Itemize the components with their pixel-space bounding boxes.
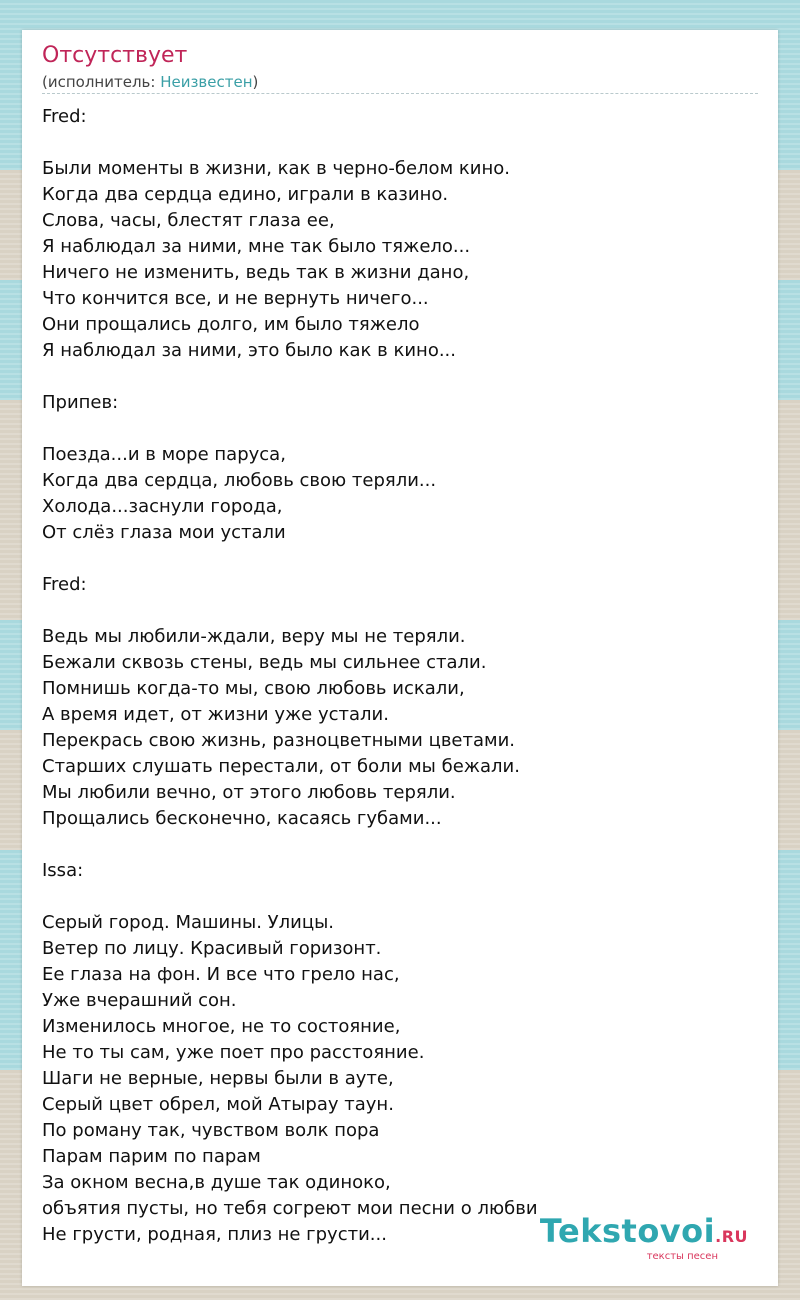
artist-line bbox=[42, 72, 258, 92]
lyric-line: Серый цвет обрел, мой Атырау таун. bbox=[42, 1094, 394, 1115]
logo-name: Tekstovoi bbox=[539, 1212, 716, 1250]
lyric-line: Fred: bbox=[42, 106, 87, 127]
title-divider bbox=[42, 93, 758, 94]
lyric-line: По роману так, чувством волк пора bbox=[42, 1120, 380, 1141]
lyric-line: За окном весна,в душе так одиноко, bbox=[42, 1172, 391, 1193]
lyric-line: Поезда...и в море паруса, bbox=[42, 444, 286, 465]
lyric-blank-line bbox=[42, 884, 758, 910]
lyric-line: Они прощались долго, им было тяжело bbox=[42, 314, 420, 335]
lyric-blank-line bbox=[42, 546, 758, 572]
lyric-line: Я наблюдал за ними, мне так было тяжело... bbox=[42, 236, 471, 257]
lyric-line: Уже вчерашний сон. bbox=[42, 990, 237, 1011]
lyric-line: Ее глаза на фон. И все что грело нас, bbox=[42, 964, 400, 985]
song-title: Отсутствует bbox=[42, 43, 188, 68]
lyric-line: Шаги не верные, нервы были в ауте, bbox=[42, 1068, 394, 1089]
lyric-line: Ничего не изменить, ведь так в жизни дано, bbox=[42, 262, 470, 283]
lyric-blank-line bbox=[42, 598, 758, 624]
lyric-line: Серый город. Машины. Улицы. bbox=[42, 912, 335, 933]
lyric-blank-line bbox=[42, 416, 758, 442]
artist-prefix: (исполнитель: bbox=[42, 73, 161, 91]
lyric-line: Помнишь когда-то мы, свою любовь искали, bbox=[42, 678, 465, 699]
logo-tld: .RU bbox=[715, 1227, 748, 1246]
lyric-line: Парам парим по парам bbox=[42, 1146, 261, 1167]
lyric-line: Мы любили вечно, от этого любовь теряли. bbox=[42, 782, 456, 803]
lyrics-card bbox=[22, 30, 778, 1286]
lyric-line: А время идет, от жизни уже устали. bbox=[42, 704, 389, 725]
lyric-line: От слёз глаза мои устали bbox=[42, 522, 286, 543]
lyric-line: Что кончится все, и не вернуть ничего... bbox=[42, 288, 429, 309]
lyric-line: Были моменты в жизни, как в черно-белом кино. bbox=[42, 158, 510, 179]
lyric-line: Перекрась свою жизнь, разноцветными цветами. bbox=[42, 730, 516, 751]
lyric-line: Ветер по лицу. Красивый горизонт. bbox=[42, 938, 382, 959]
lyric-line: Изменилось многое, не то состояние, bbox=[42, 1016, 401, 1037]
artist-suffix: ) bbox=[252, 73, 259, 91]
lyric-line: Я наблюдал за ними, это было как в кино... bbox=[42, 340, 456, 361]
lyric-line: Ведь мы любили-ждали, веру мы не теряли. bbox=[42, 626, 466, 647]
lyric-line: Когда два сердца едино, играли в казино. bbox=[42, 184, 449, 205]
lyric-blank-line bbox=[42, 364, 758, 390]
logo-tagline: тексты песен bbox=[646, 1251, 718, 1262]
lyric-line: Слова, часы, блестят глаза ее, bbox=[42, 210, 335, 231]
lyrics-text bbox=[42, 104, 758, 1248]
lyric-line: Старших слушать перестали, от боли мы бежали. bbox=[42, 756, 520, 777]
lyric-blank-line bbox=[42, 832, 758, 858]
artist-link[interactable]: Неизвестен bbox=[160, 73, 253, 91]
lyric-line: Fred: bbox=[42, 574, 87, 595]
site-logo[interactable] bbox=[540, 1214, 748, 1262]
lyric-blank-line bbox=[42, 130, 758, 156]
lyric-line: Припев: bbox=[42, 392, 119, 413]
lyric-line: объятия пусты, но тебя согреют мои песни о любви bbox=[42, 1198, 538, 1219]
lyric-line: Когда два сердца, любовь свою теряли... bbox=[42, 470, 437, 491]
lyric-line: Issa: bbox=[42, 860, 84, 881]
lyric-line: Прощались бесконечно, касаясь губами... bbox=[42, 808, 442, 829]
lyric-line: Не грусти, родная, плиз не грусти... bbox=[42, 1224, 387, 1245]
lyric-line: Бежали сквозь стены, ведь мы сильнее стали. bbox=[42, 652, 487, 673]
lyric-line: Холода...заснули города, bbox=[42, 496, 283, 517]
lyric-line: Не то ты сам, уже поет про расстояние. bbox=[42, 1042, 425, 1063]
